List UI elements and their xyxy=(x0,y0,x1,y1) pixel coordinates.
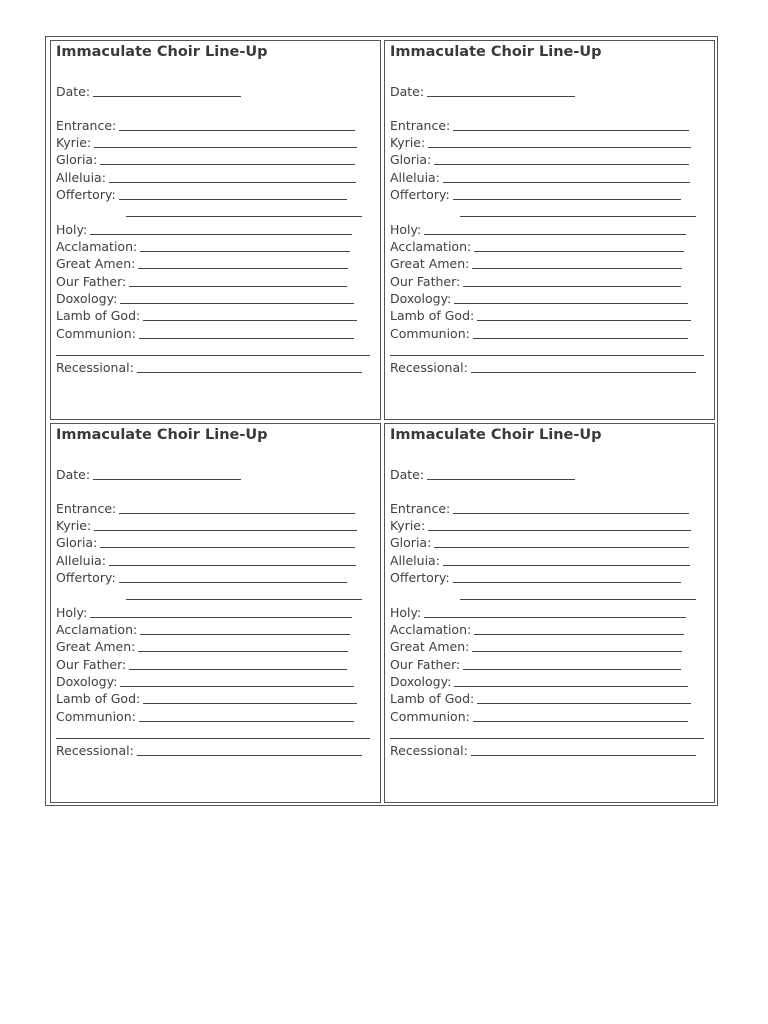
holy-blank[interactable] xyxy=(424,617,686,618)
great-amen-label: Great Amen: xyxy=(390,639,470,654)
communion-label: Communion: xyxy=(56,709,136,724)
offertory-continuation xyxy=(126,586,362,603)
holy-blank[interactable] xyxy=(424,234,686,235)
communion-label: Communion: xyxy=(56,326,136,341)
offertory-continuation xyxy=(460,586,696,603)
great-amen-field xyxy=(390,255,682,272)
lineup-card xyxy=(384,40,715,420)
gloria-blank[interactable] xyxy=(434,547,689,548)
holy-field xyxy=(390,604,686,621)
lamb-of-god-field xyxy=(390,307,691,324)
card-title: Immaculate Choir Line-Up xyxy=(56,44,268,60)
alleluia-label: Alleluia: xyxy=(390,170,440,185)
date-label: Date: xyxy=(56,84,91,99)
entrance-field xyxy=(390,117,689,134)
communion-blank-2[interactable] xyxy=(56,355,370,356)
offertory-blank-2[interactable] xyxy=(126,599,362,600)
holy-field xyxy=(56,221,352,238)
kyrie-field xyxy=(390,517,691,534)
entrance-label: Entrance: xyxy=(390,501,451,516)
our-father-field xyxy=(56,656,347,673)
date-label: Date: xyxy=(390,467,425,482)
kyrie-field xyxy=(390,134,691,151)
acclamation-blank[interactable] xyxy=(474,634,684,635)
offertory-blank[interactable] xyxy=(119,582,347,583)
alleluia-field xyxy=(56,169,356,186)
our-father-label: Our Father: xyxy=(56,657,127,672)
lamb-of-god-blank[interactable] xyxy=(143,703,357,704)
doxology-field xyxy=(56,290,354,307)
recessional-blank[interactable] xyxy=(137,755,362,756)
date-label: Date: xyxy=(390,84,425,99)
gloria-blank[interactable] xyxy=(434,164,689,165)
communion-field xyxy=(56,325,354,342)
entrance-field xyxy=(56,117,355,134)
holy-label: Holy: xyxy=(390,222,422,237)
lamb-of-god-blank[interactable] xyxy=(477,320,691,321)
gloria-label: Gloria: xyxy=(390,535,432,550)
alleluia-label: Alleluia: xyxy=(56,170,106,185)
great-amen-field xyxy=(56,255,348,272)
entrance-label: Entrance: xyxy=(56,118,117,133)
holy-label: Holy: xyxy=(56,222,88,237)
communion-continuation xyxy=(390,725,704,742)
entrance-label: Entrance: xyxy=(390,118,451,133)
entrance-field xyxy=(56,500,355,517)
great-amen-blank[interactable] xyxy=(138,268,348,269)
communion-continuation xyxy=(56,342,370,359)
holy-blank[interactable] xyxy=(90,234,352,235)
lamb-of-god-label: Lamb of God: xyxy=(390,691,475,706)
holy-field xyxy=(390,221,686,238)
communion-field xyxy=(390,325,688,342)
communion-label: Communion: xyxy=(390,709,470,724)
great-amen-field xyxy=(390,638,682,655)
lamb-of-god-field xyxy=(56,690,357,707)
offertory-label: Offertory: xyxy=(390,570,450,585)
lamb-of-god-field xyxy=(390,690,691,707)
offertory-field xyxy=(390,569,681,586)
alleluia-blank[interactable] xyxy=(109,565,356,566)
great-amen-blank[interactable] xyxy=(472,268,682,269)
offertory-blank-2[interactable] xyxy=(460,216,696,217)
doxology-label: Doxology: xyxy=(56,674,118,689)
kyrie-label: Kyrie: xyxy=(390,518,426,533)
alleluia-field xyxy=(390,552,690,569)
kyrie-blank[interactable] xyxy=(94,147,357,148)
lamb-of-god-label: Lamb of God: xyxy=(390,308,475,323)
doxology-field xyxy=(390,673,688,690)
doxology-blank[interactable] xyxy=(454,303,688,304)
gloria-label: Gloria: xyxy=(56,152,98,167)
recessional-field xyxy=(390,742,696,759)
recessional-blank[interactable] xyxy=(471,372,696,373)
offertory-blank-2[interactable] xyxy=(460,599,696,600)
great-amen-label: Great Amen: xyxy=(390,256,470,271)
communion-blank-2[interactable] xyxy=(56,738,370,739)
holy-label: Holy: xyxy=(390,605,422,620)
offertory-blank[interactable] xyxy=(453,582,681,583)
doxology-field xyxy=(56,673,354,690)
lineup-sheet xyxy=(45,36,718,806)
date-field xyxy=(390,83,575,100)
communion-field xyxy=(390,708,688,725)
holy-field xyxy=(56,604,352,621)
offertory-label: Offertory: xyxy=(56,570,116,585)
alleluia-field xyxy=(390,169,690,186)
date-blank[interactable] xyxy=(427,479,575,480)
communion-field xyxy=(56,708,354,725)
our-father-field xyxy=(390,656,681,673)
date-field xyxy=(56,83,241,100)
kyrie-field xyxy=(56,134,357,151)
card-title: Immaculate Choir Line-Up xyxy=(390,44,602,60)
our-father-label: Our Father: xyxy=(390,657,461,672)
lineup-card xyxy=(50,40,381,420)
acclamation-field xyxy=(56,238,350,255)
offertory-field xyxy=(56,569,347,586)
alleluia-field xyxy=(56,552,356,569)
recessional-label: Recessional: xyxy=(56,743,134,758)
entrance-blank[interactable] xyxy=(453,130,689,131)
great-amen-label: Great Amen: xyxy=(56,256,136,271)
date-label: Date: xyxy=(56,467,91,482)
communion-blank-2[interactable] xyxy=(390,355,704,356)
acclamation-field xyxy=(390,621,684,638)
gloria-field xyxy=(390,151,689,168)
lamb-of-god-blank[interactable] xyxy=(143,320,357,321)
date-blank[interactable] xyxy=(93,96,241,97)
great-amen-blank[interactable] xyxy=(138,651,348,652)
our-father-field xyxy=(390,273,681,290)
card-title: Immaculate Choir Line-Up xyxy=(56,427,268,443)
alleluia-label: Alleluia: xyxy=(56,553,106,568)
date-blank[interactable] xyxy=(427,96,575,97)
gloria-field xyxy=(390,534,689,551)
recessional-field xyxy=(390,359,696,376)
communion-blank-2[interactable] xyxy=(390,738,704,739)
kyrie-label: Kyrie: xyxy=(56,135,92,150)
doxology-field xyxy=(390,290,688,307)
holy-label: Holy: xyxy=(56,605,88,620)
recessional-label: Recessional: xyxy=(56,360,134,375)
alleluia-blank[interactable] xyxy=(443,182,690,183)
lineup-card xyxy=(50,423,381,803)
card-title: Immaculate Choir Line-Up xyxy=(390,427,602,443)
lamb-of-god-label: Lamb of God: xyxy=(56,691,141,706)
communion-continuation xyxy=(56,725,370,742)
doxology-label: Doxology: xyxy=(390,291,452,306)
gloria-field xyxy=(56,151,355,168)
lamb-of-god-label: Lamb of God: xyxy=(56,308,141,323)
acclamation-label: Acclamation: xyxy=(390,622,472,637)
offertory-label: Offertory: xyxy=(56,187,116,202)
communion-label: Communion: xyxy=(390,326,470,341)
date-field xyxy=(390,466,575,483)
entrance-field xyxy=(390,500,689,517)
kyrie-field xyxy=(56,517,357,534)
entrance-blank[interactable] xyxy=(119,513,355,514)
acclamation-blank[interactable] xyxy=(140,634,350,635)
our-father-field xyxy=(56,273,347,290)
entrance-label: Entrance: xyxy=(56,501,117,516)
recessional-label: Recessional: xyxy=(390,360,468,375)
holy-blank[interactable] xyxy=(90,617,352,618)
lineup-card xyxy=(384,423,715,803)
doxology-blank[interactable] xyxy=(454,686,688,687)
offertory-blank-2[interactable] xyxy=(126,216,362,217)
acclamation-label: Acclamation: xyxy=(56,622,138,637)
lamb-of-god-blank[interactable] xyxy=(477,703,691,704)
kyrie-blank[interactable] xyxy=(94,530,357,531)
recessional-blank[interactable] xyxy=(471,755,696,756)
our-father-label: Our Father: xyxy=(56,274,127,289)
gloria-label: Gloria: xyxy=(390,152,432,167)
offertory-field xyxy=(390,186,681,203)
doxology-label: Doxology: xyxy=(390,674,452,689)
entrance-blank[interactable] xyxy=(453,513,689,514)
offertory-continuation xyxy=(460,203,696,220)
acclamation-label: Acclamation: xyxy=(390,239,472,254)
offertory-continuation xyxy=(126,203,362,220)
doxology-blank[interactable] xyxy=(120,303,354,304)
our-father-blank[interactable] xyxy=(129,669,347,670)
alleluia-label: Alleluia: xyxy=(390,553,440,568)
alleluia-blank[interactable] xyxy=(109,182,356,183)
date-blank[interactable] xyxy=(93,479,241,480)
offertory-label: Offertory: xyxy=(390,187,450,202)
recessional-field xyxy=(56,359,362,376)
kyrie-label: Kyrie: xyxy=(390,135,426,150)
communion-continuation xyxy=(390,342,704,359)
doxology-blank[interactable] xyxy=(120,686,354,687)
acclamation-label: Acclamation: xyxy=(56,239,138,254)
acclamation-field xyxy=(390,238,684,255)
gloria-label: Gloria: xyxy=(56,535,98,550)
communion-blank[interactable] xyxy=(139,338,354,339)
our-father-label: Our Father: xyxy=(390,274,461,289)
offertory-blank[interactable] xyxy=(119,199,347,200)
communion-blank[interactable] xyxy=(473,721,688,722)
gloria-blank[interactable] xyxy=(100,164,355,165)
our-father-blank[interactable] xyxy=(463,669,681,670)
lamb-of-god-field xyxy=(56,307,357,324)
gloria-field xyxy=(56,534,355,551)
entrance-blank[interactable] xyxy=(119,130,355,131)
our-father-blank[interactable] xyxy=(463,286,681,287)
great-amen-label: Great Amen: xyxy=(56,639,136,654)
doxology-label: Doxology: xyxy=(56,291,118,306)
kyrie-blank[interactable] xyxy=(428,530,691,531)
alleluia-blank[interactable] xyxy=(443,565,690,566)
kyrie-label: Kyrie: xyxy=(56,518,92,533)
acclamation-field xyxy=(56,621,350,638)
recessional-field xyxy=(56,742,362,759)
great-amen-blank[interactable] xyxy=(472,651,682,652)
acclamation-blank[interactable] xyxy=(474,251,684,252)
offertory-field xyxy=(56,186,347,203)
communion-blank[interactable] xyxy=(473,338,688,339)
date-field xyxy=(56,466,241,483)
recessional-label: Recessional: xyxy=(390,743,468,758)
recessional-blank[interactable] xyxy=(137,372,362,373)
acclamation-blank[interactable] xyxy=(140,251,350,252)
our-father-blank[interactable] xyxy=(129,286,347,287)
communion-blank[interactable] xyxy=(139,721,354,722)
great-amen-field xyxy=(56,638,348,655)
gloria-blank[interactable] xyxy=(100,547,355,548)
kyrie-blank[interactable] xyxy=(428,147,691,148)
offertory-blank[interactable] xyxy=(453,199,681,200)
